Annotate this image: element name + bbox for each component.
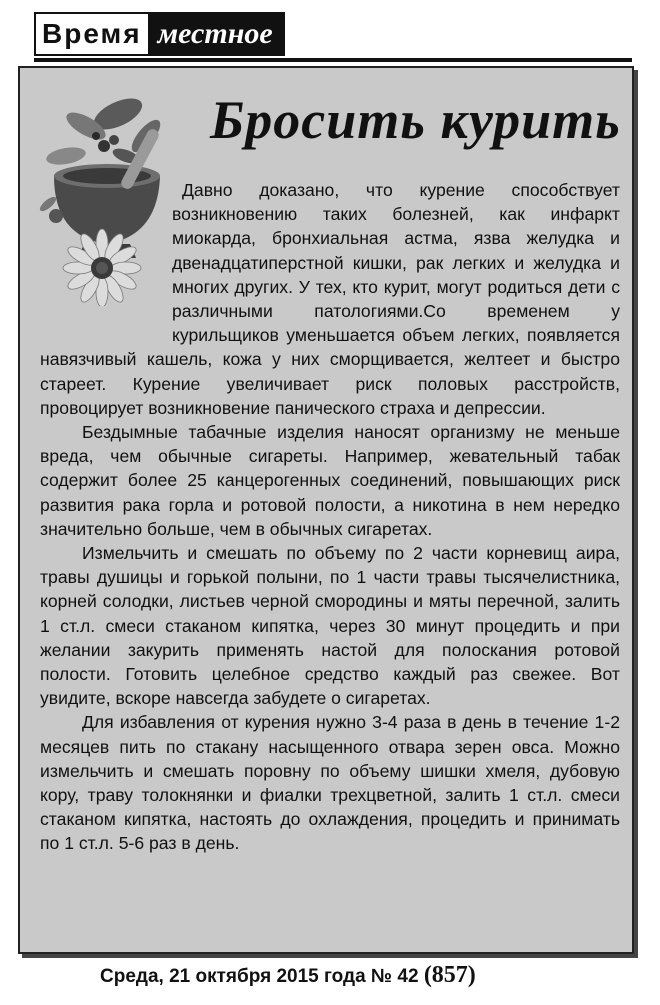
issue-number: (857) <box>423 962 476 988</box>
article-paragraph: Бездымные табачные изделия наносят организму не меньше вреда, чем обычные сигареты. Например, жевательный табак содержит более 25 канцерогенных соединений, повышающих риск развития рака горла и ротовой полости, а никотина в нем нередко значительно больше, чем в обычных сигаретах. <box>40 422 620 539</box>
article-paragraph: Для избавления от курения нужно 3-4 раза в день в течение 1-2 месяцев пить по стакану насыщенного отвара зерен овса. Можно измельчить и смешать поровну по объему шишки хмеля, дубовую кору, траву толокнянки и фиалки трехцветной, залить 1 ст.л. смеси стаканом кипятка, настоять до охлаждения, процедить и принимать по 1 ст.л. 5-6 раз в день. <box>40 712 620 854</box>
section-title-italic: местное <box>148 14 283 54</box>
header-rule <box>34 58 632 62</box>
section-header <box>34 12 285 56</box>
article-paragraph: Давно доказано, что курение способствует возникновению таких болезней, как инфаркт миокарда, бронхиальная астма, язва желудка и двенадцатиперстной кишки, рак легких и желудка и многих других. У тех, кто курит, могут родиться дети с различными патологиями.Со временем у курильщиков уменьшается объем легких, появляется навязчивый кашель, кожа у них сморщивается, желтеет и быстро стареет. Курение увеличивает риск половых расстройств, провоцирует возникновение панического страха и депрессии. <box>40 180 620 418</box>
issue-footer <box>100 960 476 992</box>
section-title-plain: Время <box>36 14 148 54</box>
article-frame <box>18 66 634 954</box>
illustration-float-spacer <box>40 178 172 326</box>
article-title: Бросить курить <box>210 90 621 150</box>
issue-date: Среда, 21 октября 2015 года № 42 <box>100 966 419 987</box>
article-paragraph: Измельчить и смешать по объему по 2 части корневищ аира, травы душицы и горькой полыни, по 1 части травы тысячелистника, корней солодки, листьев черной смородины и мяты перечной, залить 1 ст.л. смеси стаканом кипятка, через 30 минут процедить и при желании закурить применять настой для полоскания ротовой полости. Готовить целебное средство каждый раз свежее. Вот увидите, вскоре навсегда забудете о сигаретах. <box>40 543 620 709</box>
article-body <box>40 178 620 856</box>
